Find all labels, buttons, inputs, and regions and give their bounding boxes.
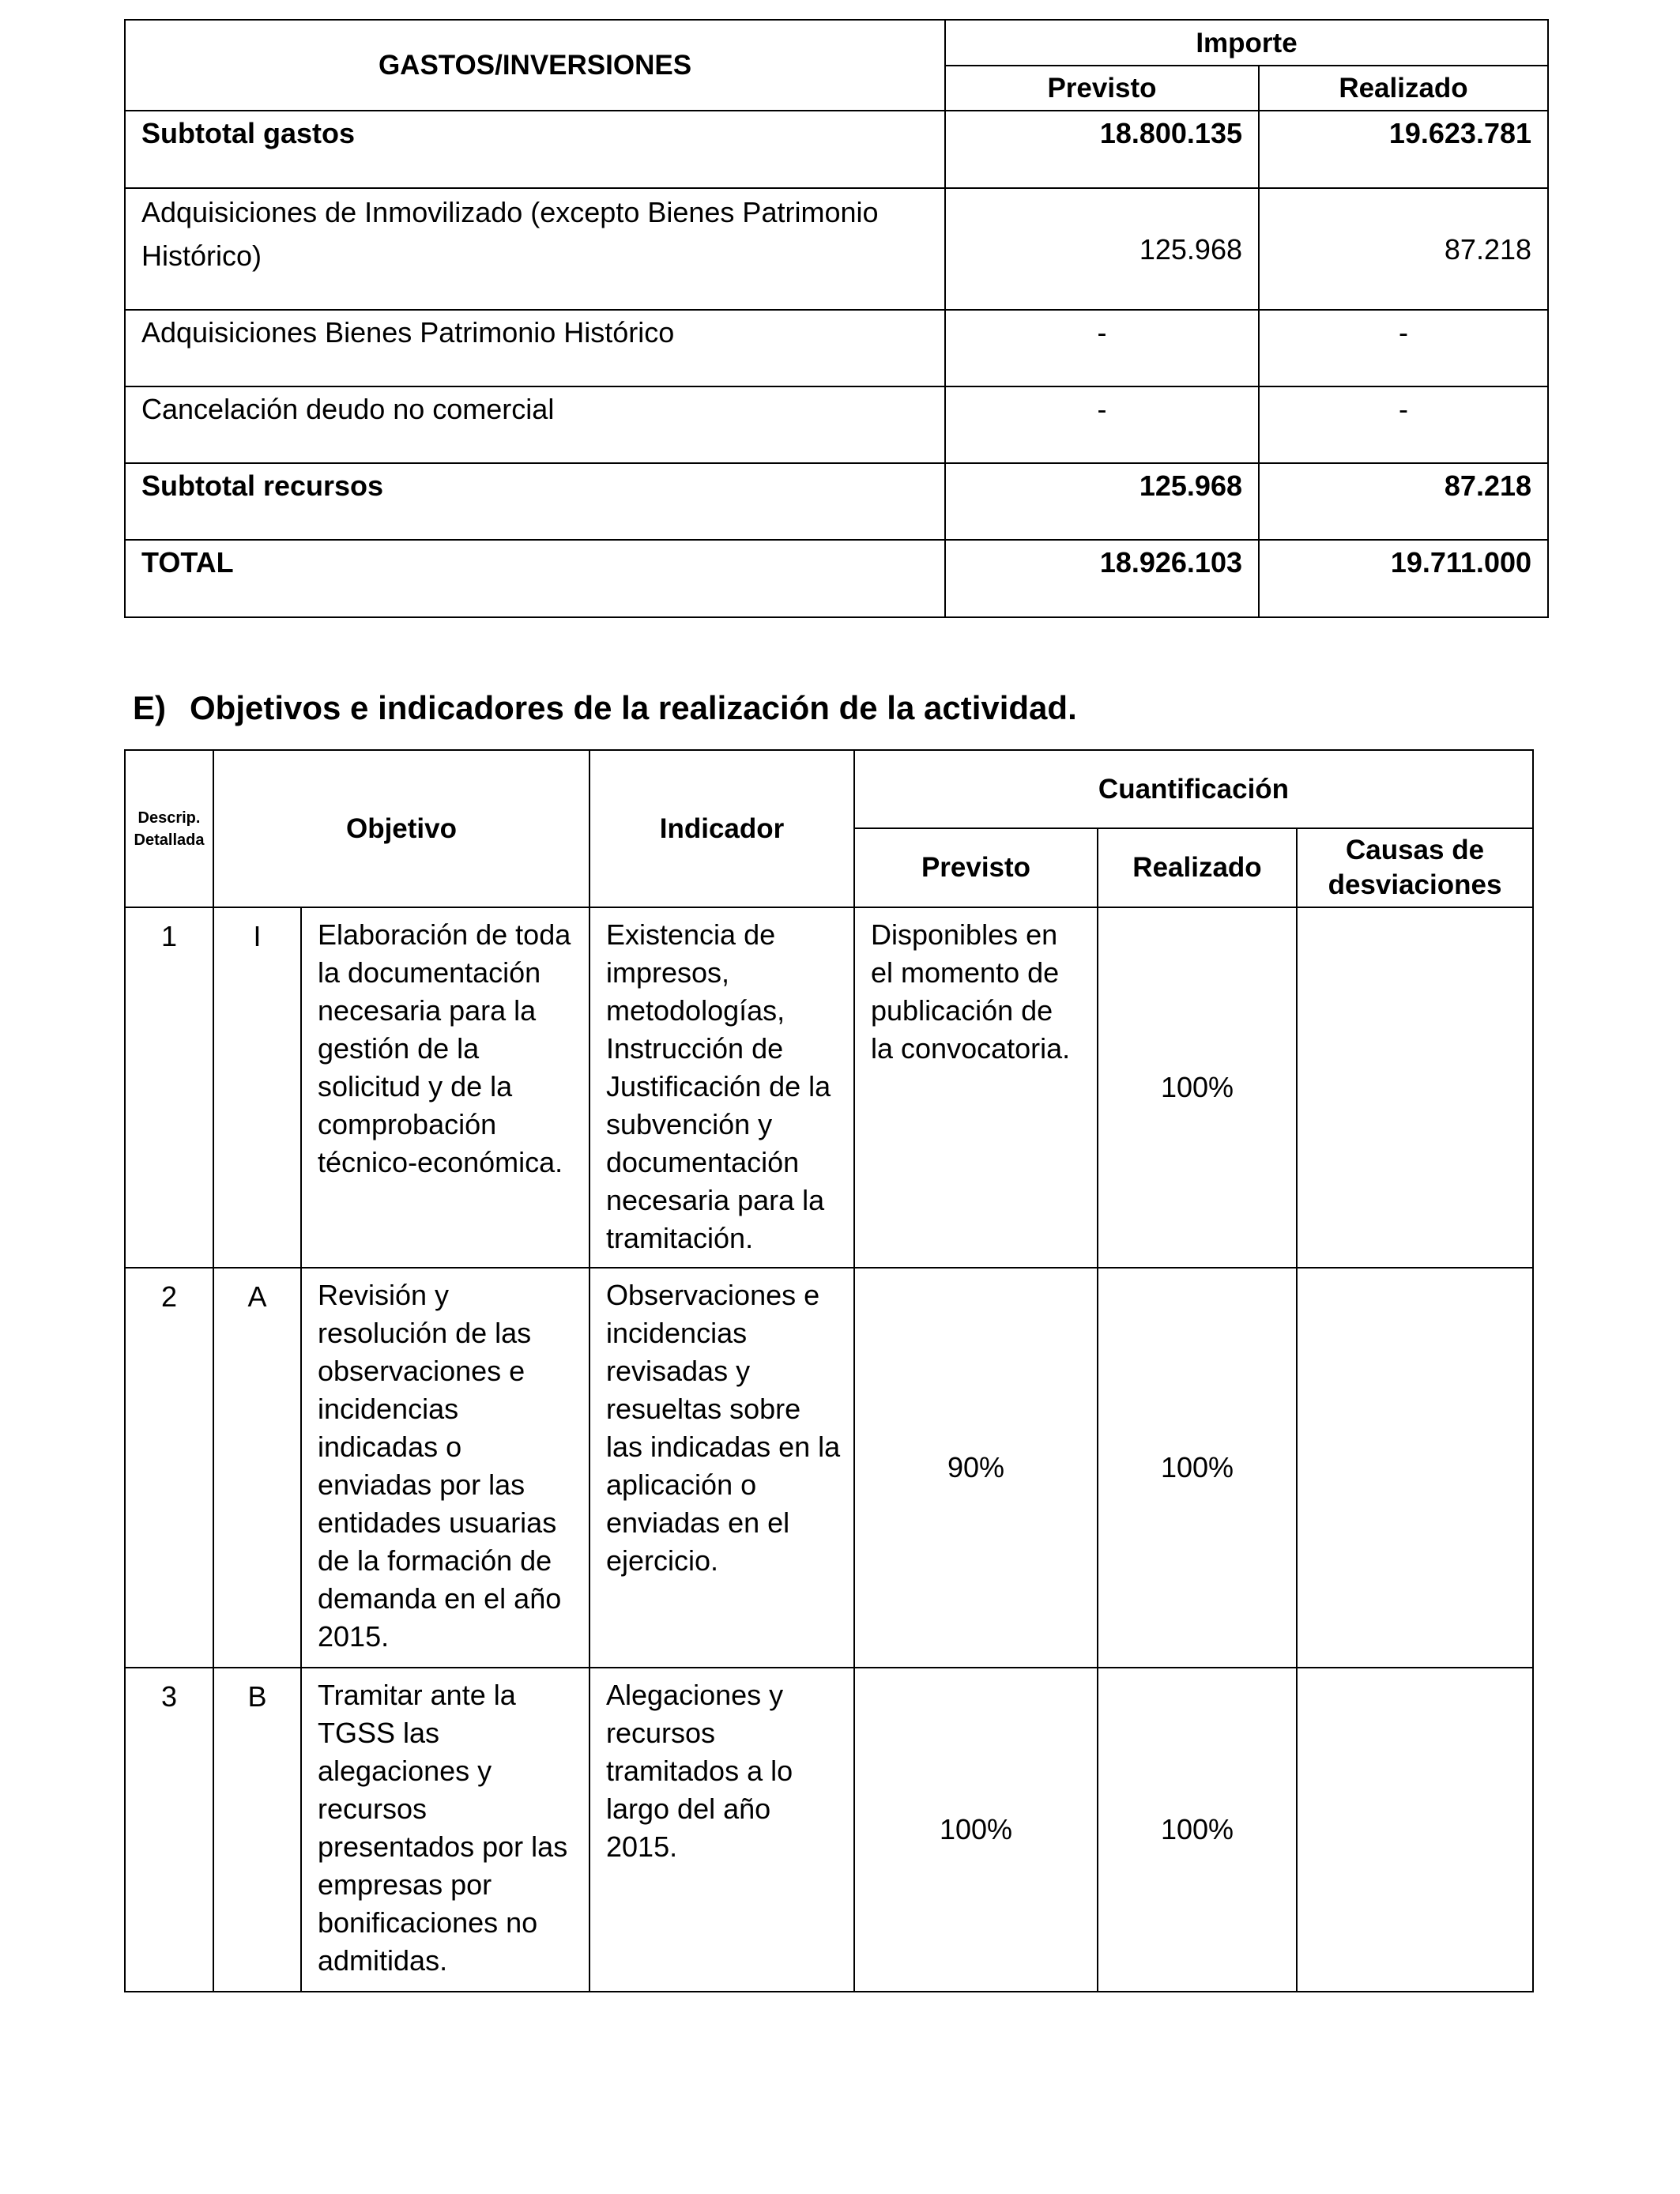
- text-line: necesaria para la: [318, 994, 537, 1027]
- text-line: impresos,: [606, 956, 730, 989]
- text-line: ejercicio.: [606, 1544, 719, 1577]
- row-num: 3: [125, 1668, 213, 1992]
- row-realizado: 19.623.781: [1259, 111, 1548, 188]
- row-realizado: 100%: [1098, 907, 1297, 1268]
- text-line: incidencias: [318, 1393, 459, 1425]
- text-line: resueltas sobre: [606, 1393, 801, 1425]
- table-row: [125, 310, 1548, 386]
- row-label: Subtotal gastos: [125, 111, 945, 188]
- text-line: presentados por las: [318, 1830, 568, 1863]
- row-previsto: 18.800.135: [945, 111, 1259, 188]
- table-row: [125, 1668, 1533, 1992]
- table-row: [125, 188, 1548, 310]
- row-label: Cancelación deudo no comercial: [125, 386, 945, 463]
- row-realizado: 19.711.000: [1259, 540, 1548, 617]
- text-line: Instrucción de: [606, 1032, 784, 1065]
- table-row: [125, 463, 1548, 540]
- text-line: aplicación o: [606, 1468, 757, 1501]
- text-line: Elaboración de toda: [318, 918, 571, 951]
- text-line: las indicadas en la: [606, 1431, 841, 1463]
- text-line: gestión de la: [318, 1032, 480, 1065]
- header-causas-line: desviaciones: [1328, 869, 1502, 900]
- text-line: empresas por: [318, 1868, 492, 1901]
- row-realizado: -: [1259, 386, 1548, 463]
- text-line: de la formación de: [318, 1544, 552, 1577]
- text-line: recursos: [318, 1793, 428, 1825]
- header-realizado: Realizado: [1259, 66, 1548, 111]
- row-label: [125, 188, 945, 310]
- text-line: Alegaciones y: [606, 1679, 784, 1711]
- row-label: TOTAL: [125, 540, 945, 617]
- text-line: documentación: [606, 1146, 800, 1178]
- row-label: Adquisiciones Bienes Patrimonio Histórico: [125, 310, 945, 386]
- text-line: tramitación.: [606, 1222, 754, 1254]
- table-row: [125, 1268, 1533, 1668]
- text-line: metodologías,: [606, 994, 785, 1027]
- header-causas-desviaciones: [1297, 828, 1533, 907]
- row-causas-desviaciones: [1297, 1668, 1533, 1992]
- section-heading: [133, 686, 1077, 730]
- text-line: TGSS las: [318, 1717, 440, 1749]
- row-previsto: [854, 907, 1098, 1268]
- header-descrip-line: Detallada: [134, 831, 205, 849]
- row-realizado: 100%: [1098, 1268, 1297, 1668]
- text-line: enviadas en el: [606, 1506, 790, 1539]
- text-line: Justificación de la: [606, 1070, 831, 1103]
- text-line: publicación de: [871, 994, 1053, 1027]
- text-line: demanda en el año: [318, 1582, 562, 1615]
- row-num: 1: [125, 907, 213, 1268]
- row-causas-desviaciones: [1297, 907, 1533, 1268]
- row-previsto: -: [945, 310, 1259, 386]
- header-descrip-detallada: [125, 750, 213, 907]
- text-line: la documentación: [318, 956, 541, 989]
- section-letter: E): [133, 689, 166, 726]
- text-line: técnico-económica.: [318, 1146, 563, 1178]
- header-realizado: Realizado: [1098, 828, 1297, 907]
- row-previsto: 125.968: [945, 463, 1259, 540]
- row-code: A: [213, 1268, 301, 1668]
- row-objetivo: [301, 1268, 590, 1668]
- objetivos-indicadores-table: [124, 749, 1534, 1992]
- header-causas-line: Causas de: [1345, 835, 1485, 865]
- text-line: necesaria para la: [606, 1184, 825, 1216]
- text-line: entidades usuarias: [318, 1506, 557, 1539]
- table-row: [125, 111, 1548, 188]
- header-importe: Importe: [945, 20, 1548, 66]
- text-line: la convocatoria.: [871, 1032, 1071, 1065]
- text-line: solicitud y de la: [318, 1070, 513, 1103]
- table-row: [125, 386, 1548, 463]
- table-row: [125, 540, 1548, 617]
- row-previsto: 125.968: [945, 188, 1259, 310]
- row-causas-desviaciones: [1297, 1268, 1533, 1668]
- header-gastos-inversiones: GASTOS/INVERSIONES: [125, 20, 945, 111]
- row-previsto: 90%: [854, 1268, 1098, 1668]
- row-indicador: [590, 1268, 854, 1668]
- text-line: recursos: [606, 1717, 716, 1749]
- text-line: enviadas por las: [318, 1468, 525, 1501]
- gastos-inversiones-table: [124, 19, 1549, 618]
- text-line: Disponibles en: [871, 918, 1058, 951]
- text-line: bonificaciones no: [318, 1906, 538, 1939]
- header-previsto: Previsto: [945, 66, 1259, 111]
- text-line: resolución de las: [318, 1317, 532, 1349]
- row-previsto: 100%: [854, 1668, 1098, 1992]
- row-label-line: Histórico): [141, 239, 262, 272]
- row-label-line: Adquisiciones de Inmovilizado (excepto Bienes Patrimonio: [141, 196, 879, 228]
- header-descrip-line: Descrip.: [137, 809, 201, 827]
- text-line: subvención y: [606, 1108, 773, 1140]
- section-title: Objetivos e indicadores de la realización de la actividad.: [190, 689, 1077, 726]
- row-previsto: 18.926.103: [945, 540, 1259, 617]
- text-line: indicadas o: [318, 1431, 462, 1463]
- table-row: [125, 907, 1533, 1268]
- text-line: el momento de: [871, 956, 1060, 989]
- row-objetivo: [301, 1668, 590, 1992]
- row-objetivo: [301, 907, 590, 1268]
- text-line: alegaciones y: [318, 1755, 492, 1787]
- text-line: comprobación: [318, 1108, 497, 1140]
- text-line: Observaciones e: [606, 1279, 820, 1311]
- row-realizado: 87.218: [1259, 188, 1548, 310]
- row-label: Subtotal recursos: [125, 463, 945, 540]
- row-realizado: 87.218: [1259, 463, 1548, 540]
- row-realizado: -: [1259, 310, 1548, 386]
- row-indicador: [590, 1668, 854, 1992]
- row-code: B: [213, 1668, 301, 1992]
- text-line: revisadas y: [606, 1355, 751, 1387]
- header-previsto: Previsto: [854, 828, 1098, 907]
- text-line: observaciones e: [318, 1355, 525, 1387]
- row-indicador: [590, 907, 854, 1268]
- text-line: 2015.: [318, 1620, 390, 1653]
- text-line: Revisión y: [318, 1279, 450, 1311]
- text-line: Tramitar ante la: [318, 1679, 516, 1711]
- row-previsto: -: [945, 386, 1259, 463]
- text-line: Existencia de: [606, 918, 776, 951]
- header-cuantificacion: Cuantificación: [854, 750, 1533, 828]
- header-indicador: Indicador: [590, 750, 854, 907]
- text-line: largo del año: [606, 1793, 771, 1825]
- row-code: I: [213, 907, 301, 1268]
- text-line: 2015.: [606, 1830, 678, 1863]
- text-line: admitidas.: [318, 1944, 448, 1977]
- row-realizado: 100%: [1098, 1668, 1297, 1992]
- row-num: 2: [125, 1268, 213, 1668]
- text-line: tramitados a lo: [606, 1755, 793, 1787]
- header-objetivo: Objetivo: [213, 750, 590, 907]
- text-line: incidencias: [606, 1317, 748, 1349]
